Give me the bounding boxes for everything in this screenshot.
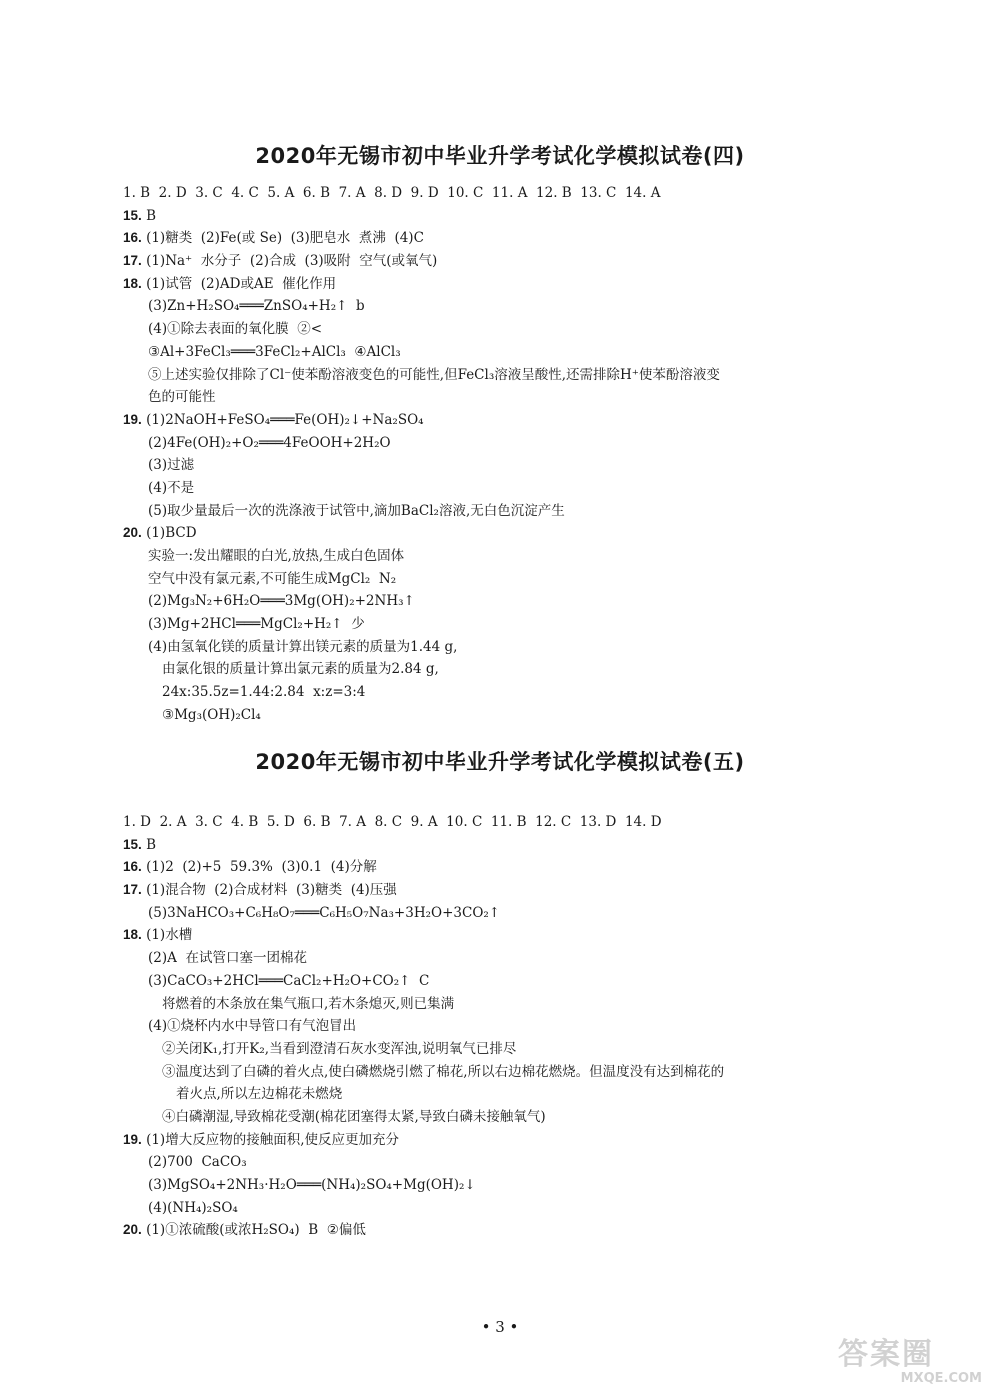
- answer-text: (4)(NH₄)₂SO₄: [148, 1199, 238, 1216]
- question-number: 17.: [123, 253, 142, 269]
- section-title-5: 2020年无锡市初中毕业升学考试化学模拟试卷(五): [255, 750, 745, 774]
- answer-text: (1)Na⁺ 水分子 (2)合成 (3)吸附 空气(或氧气): [141, 253, 438, 270]
- answer-line: [123, 924, 923, 947]
- question-number: 16.: [123, 230, 142, 246]
- answer-line: [123, 364, 923, 387]
- answer-text: (1)增大反应物的接触面积,使反应更加充分: [141, 1131, 399, 1148]
- answer-text: (1)混合物 (2)合成材料 (3)糖类 (4)压强: [141, 882, 397, 899]
- answer-line: [123, 318, 923, 341]
- watermark-logo: [838, 1338, 988, 1386]
- answer-text: 由氯化银的质量计算出氯元素的质量为2.84 g,: [162, 661, 439, 678]
- answer-text: 实验一:发出耀眼的白光,放热,生成白色固体: [148, 548, 405, 564]
- answer-line: [123, 811, 923, 834]
- answer-line: [123, 1015, 923, 1038]
- answer-line: [123, 993, 923, 1016]
- answer-line: [123, 273, 923, 296]
- answer-line: [123, 250, 923, 273]
- question-number: 17.: [123, 882, 142, 898]
- answer-line: [123, 856, 923, 879]
- answer-text: (2)Mg₃N₂+6H₂O═══3Mg(OH)₂+2NH₃↑: [148, 593, 415, 610]
- answer-text: B: [141, 207, 156, 224]
- answer-text: (4)由氢氧化镁的质量计算出镁元素的质量为1.44 g,: [148, 638, 458, 655]
- answer-line: [123, 1106, 923, 1129]
- question-number: 15.: [123, 836, 142, 852]
- answer-text: ②关闭K₁,打开K₂,当看到澄清石灰水变浑浊,说明氧气已排尽: [162, 1040, 517, 1057]
- answer-line: [123, 409, 923, 432]
- answer-text: (1)糖类 (2)Fe(或 Se) (3)肥皂水 煮沸 (4)C: [141, 230, 424, 247]
- section-title-4: 2020年无锡市初中毕业升学考试化学模拟试卷(四): [255, 144, 745, 168]
- question-number: 19.: [123, 411, 142, 427]
- question-number: 18.: [123, 927, 142, 943]
- answer-line: [123, 681, 923, 704]
- answer-text: (1)水槽: [141, 927, 193, 944]
- answer-line: [123, 902, 923, 925]
- question-number: 16.: [123, 859, 142, 875]
- answer-text: ③温度达到了白磷的着火点,使白磷燃烧引燃了棉花,所以右边棉花燃烧。但温度没有达到棉花的: [162, 1063, 725, 1080]
- question-number: 20.: [123, 1222, 142, 1238]
- answer-line: [123, 227, 923, 250]
- answer-text: 空气中没有氯元素,不可能生成MgCl₂ N₂: [148, 570, 397, 587]
- question-number: 20.: [123, 525, 142, 541]
- watermark-text: 答案圈: [838, 1337, 934, 1372]
- answer-line: [123, 477, 923, 500]
- answer-line: [123, 970, 923, 993]
- answer-text: (4)①除去表面的氧化膜 ②<: [148, 321, 323, 338]
- answer-text: 将燃着的木条放在集气瓶口,若木条熄灭,则已集满: [162, 995, 455, 1012]
- answer-text: (4)①烧杯内水中导管口有气泡冒出: [148, 1018, 357, 1035]
- question-number: 18.: [123, 275, 142, 291]
- answer-line: [123, 1174, 923, 1197]
- answer-line: [123, 522, 923, 545]
- answer-text: (3)过滤: [148, 457, 195, 474]
- answer-text: (1)2NaOH+FeSO₄═══Fe(OH)₂↓+Na₂SO₄: [141, 411, 424, 428]
- question-number: 19.: [123, 1131, 142, 1147]
- answer-line: [123, 704, 923, 727]
- answer-text: (5)取少量最后一次的洗涤液于试管中,滴加BaCl₂溶液,无白色沉淀产生: [148, 502, 565, 519]
- answer-line: [123, 205, 923, 228]
- answer-line: [123, 1219, 923, 1242]
- answer-line: [123, 1038, 923, 1061]
- answer-line: [123, 590, 923, 613]
- answer-line: [123, 879, 923, 902]
- answer-text: (3)Mg+2HCl═══MgCl₂+H₂↑ 少: [148, 616, 365, 633]
- answer-line: [123, 341, 923, 364]
- answer-text: (2)4Fe(OH)₂+O₂═══4FeOOH+2H₂O: [148, 434, 391, 451]
- answer-line: [123, 658, 923, 681]
- answer-text: 色的可能性: [148, 389, 216, 406]
- answer-line: [123, 386, 923, 409]
- answer-line: [123, 834, 923, 857]
- answer-line: [123, 1197, 923, 1220]
- answer-text: ⑤上述实验仅排除了Cl⁻使苯酚溶液变色的可能性,但FeCl₃溶液呈酸性,还需排除H⁺使苯酚溶液变: [148, 366, 720, 383]
- answer-line: [123, 1151, 923, 1174]
- answer-line: [123, 568, 923, 591]
- answer-text: 1. D 2. A 3. C 4. B 5. D 6. B 7. A 8. C 9. A 10. C 11. B 12. C 13. D 14. D: [123, 814, 662, 830]
- answers-section-5: [123, 811, 923, 1242]
- answer-line: [123, 636, 923, 659]
- answer-text: (1)2 (2)+5 59.3% (3)0.1 (4)分解: [141, 859, 377, 876]
- answer-text: (1)BCD: [141, 525, 197, 542]
- answer-text: ③Mg₃(OH)₂Cl₄: [162, 706, 261, 723]
- question-number: 15.: [123, 207, 142, 223]
- answer-line: [123, 947, 923, 970]
- answer-text: (5)3NaHCO₃+C₆H₈O₇═══C₆H₅O₇Na₃+3H₂O+3CO₂↑: [148, 904, 501, 921]
- answer-text: 1. B 2. D 3. C 4. C 5. A 6. B 7. A 8. D 9. D 10. C 11. A 12. B 13. C 14. A: [123, 185, 661, 201]
- answer-text: ④白磷潮湿,导致棉花受潮(棉花团塞得太紧,导致白磷未接触氧气): [162, 1108, 546, 1125]
- answer-text: 24x:35.5z=1.44:2.84 x:z=3:4: [162, 684, 366, 701]
- answer-text: B: [141, 836, 156, 853]
- page-number: • 3 •: [481, 1318, 519, 1336]
- answer-line: [123, 454, 923, 477]
- answer-text: (1)试管 (2)AD或AE 催化作用: [141, 275, 337, 292]
- answer-text: ③Al+3FeCl₃═══3FeCl₂+AlCl₃ ④AlCl₃: [148, 343, 401, 360]
- answer-text: (3)Zn+H₂SO₄═══ZnSO₄+H₂↑ b: [148, 298, 365, 315]
- answer-text: (4)不是: [148, 479, 195, 496]
- answer-line: [123, 295, 923, 318]
- answer-text: 着火点,所以左边棉花未燃烧: [176, 1086, 343, 1103]
- answer-line: [123, 1061, 923, 1084]
- answer-line: [123, 432, 923, 455]
- answer-line: [123, 182, 923, 205]
- answer-line: [123, 500, 923, 523]
- answer-text: (1)①浓硫酸(或浓H₂SO₄) B ②偏低: [141, 1222, 366, 1239]
- answer-line: [123, 1129, 923, 1152]
- answer-text: (3)MgSO₄+2NH₃·H₂O═══(NH₄)₂SO₄+Mg(OH)₂↓: [148, 1177, 476, 1193]
- answer-text: (3)CaCO₃+2HCl═══CaCl₂+H₂O+CO₂↑ C: [148, 972, 430, 989]
- answer-line: [123, 545, 923, 568]
- answer-text: (2)A 在试管口塞一团棉花: [148, 950, 307, 967]
- answers-section-4: [123, 182, 923, 727]
- answer-text: (2)700 CaCO₃: [148, 1154, 247, 1171]
- answer-line: [123, 1083, 923, 1106]
- answer-line: [123, 613, 923, 636]
- watermark-sub: MXQE.COM: [900, 1371, 982, 1386]
